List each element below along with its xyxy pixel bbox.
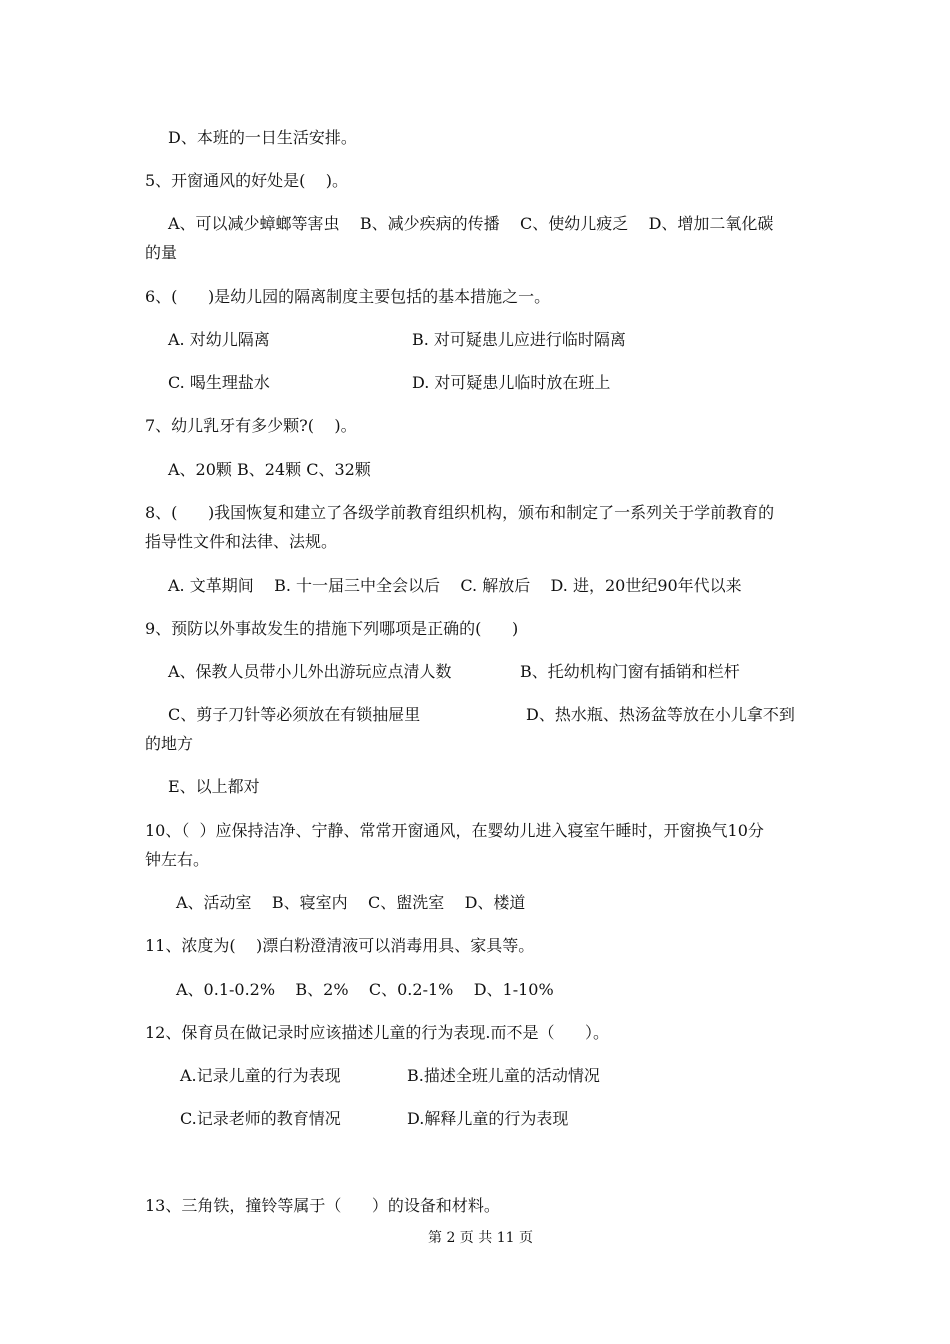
options-q7: A、20颗 B、24颗 C、32颗 — [168, 460, 371, 479]
option-a-q12: A.记录儿童的行为表现 — [180, 1066, 341, 1085]
options-q11: A、0.1-0.2% B、2% C、0.2-1% D、1-10% — [176, 980, 554, 999]
question-7: 7、幼儿乳牙有多少颗?( )。 — [145, 416, 357, 435]
question-10-continued: 钟左右。 — [145, 850, 210, 869]
question-12: 12、保育员在做记录时应该描述儿童的行为表现.而不是（ ）。 — [145, 1023, 609, 1042]
option-b-q12: B.描述全班儿童的活动情况 — [407, 1066, 600, 1085]
options-q10: A、活动室 B、寝室内 C、盥洗室 D、楼道 — [176, 893, 526, 912]
option-b-q9: B、托幼机构门窗有插销和栏杆 — [520, 662, 740, 681]
question-11: 11、浓度为( )漂白粉澄清液可以消毒用具、家具等。 — [145, 936, 535, 955]
option-d-q12: D.解释儿童的行为表现 — [407, 1109, 569, 1128]
option-c-q9: C、剪子刀针等必须放在有锁抽屉里 — [168, 705, 421, 724]
option-d-q4: D、本班的一日生活安排。 — [168, 128, 357, 147]
option-b-q6: B. 对可疑患儿应进行临时隔离 — [412, 330, 626, 349]
option-d-q9-continued: 的地方 — [145, 734, 194, 753]
option-c-q12: C.记录老师的教育情况 — [180, 1109, 341, 1128]
page-footer: 第 2 页 共 11 页 — [428, 1230, 533, 1246]
question-5: 5、开窗通风的好处是( )。 — [145, 171, 349, 190]
question-8: 8、( )我国恢复和建立了各级学前教育组织机构，颁布和制定了一系列关于学前教育的 — [145, 503, 775, 522]
options-q8: A. 文革期间 B. 十一届三中全会以后 C. 解放后 D. 进，20世纪90年代以来 — [168, 576, 742, 595]
question-13: 13、三角铁，撞铃等属于（ ）的设备和材料。 — [145, 1196, 500, 1215]
option-a-q9: A、保教人员带小儿外出游玩应点清人数 — [168, 662, 452, 681]
option-c-q6: C. 喝生理盐水 — [168, 373, 270, 392]
question-9: 9、预防以外事故发生的措施下列哪项是正确的( ) — [145, 619, 519, 638]
option-d-q6: D. 对可疑患儿临时放在班上 — [412, 373, 611, 392]
question-10: 10、（ ）应保持洁净、宁静、常常开窗通风，在婴幼儿进入寝室午睡时，开窗换气10分 — [145, 821, 764, 840]
question-8-continued: 指导性文件和法律、法规。 — [145, 532, 338, 551]
option-e-q9: E、以上都对 — [168, 777, 260, 796]
option-a-q6: A. 对幼儿隔离 — [168, 330, 270, 349]
options-q5: A、可以减少蟑螂等害虫 B、减少疾病的传播 C、使幼儿疲乏 D、增加二氧化碳 — [168, 214, 774, 233]
question-6: 6、( )是幼儿园的隔离制度主要包括的基本措施之一。 — [145, 287, 551, 306]
option-d-q9: D、热水瓶、热汤盆等放在小儿拿不到 — [526, 705, 795, 724]
options-q5-continued: 的量 — [145, 243, 178, 262]
